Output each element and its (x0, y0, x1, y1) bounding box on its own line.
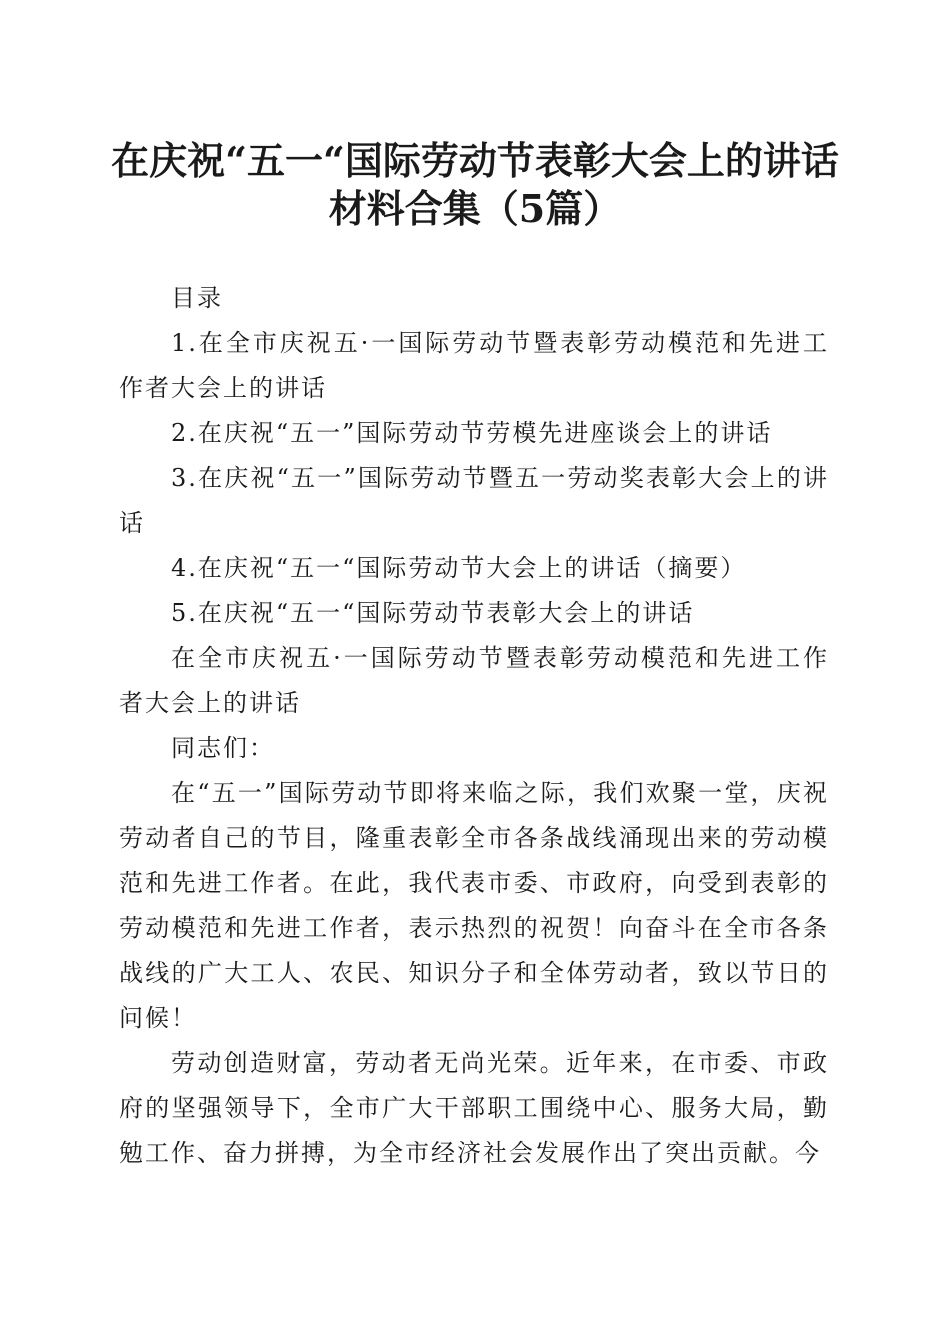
document-title-line-2: 材料合集（5篇） (328, 186, 622, 231)
toc-item: 4.在庆祝“五一“国际劳动节大会上的讲话（摘要） (171, 554, 747, 582)
salutation: 同志们： (171, 734, 275, 762)
toc-item: 1.在全市庆祝五·一国际劳动节暨表彰劳动模范和先进工作者大会上的讲话 (119, 329, 829, 402)
body-paragraph: 劳动创造财富，劳动者无尚光荣。近年来，在市委、市政府的坚强领导下，全市广大干部职工围绕中心、服务大局，勤勉工作、奋力拼搏，为全市经济社会发展作出了突出贡献。今 (119, 1049, 829, 1167)
toc-item: 3.在庆祝“五一”国际劳动节暨五一劳动奖表彰大会上的讲话 (119, 464, 829, 537)
document-body (119, 276, 829, 1176)
toc-item: 5.在庆祝“五一“国际劳动节表彰大会上的讲话 (171, 599, 695, 627)
document-title-line-1: 在庆祝“五一“国际劳动节表彰大会上的讲话 (111, 138, 839, 183)
toc-heading: 目录 (171, 284, 223, 312)
section-title: 在全市庆祝五·一国际劳动节暨表彰劳动模范和先进工作者大会上的讲话 (119, 644, 829, 717)
body-paragraph: 在“五一”国际劳动节即将来临之际，我们欢聚一堂，庆祝劳动者自己的节目，隆重表彰全市各条战线涌现出来的劳动模范和先进工作者。在此，我代表市委、市政府，向受到表彰的劳动模范和先进工作者，表示热烈的祝贺！向奋斗在全市各条战线的广大工人、农民、知识分子和全体劳动者，致以节日的问候！ (119, 779, 829, 1032)
toc-item: 2.在庆祝“五一”国际劳动节劳模先进座谈会上的讲话 (171, 419, 773, 447)
